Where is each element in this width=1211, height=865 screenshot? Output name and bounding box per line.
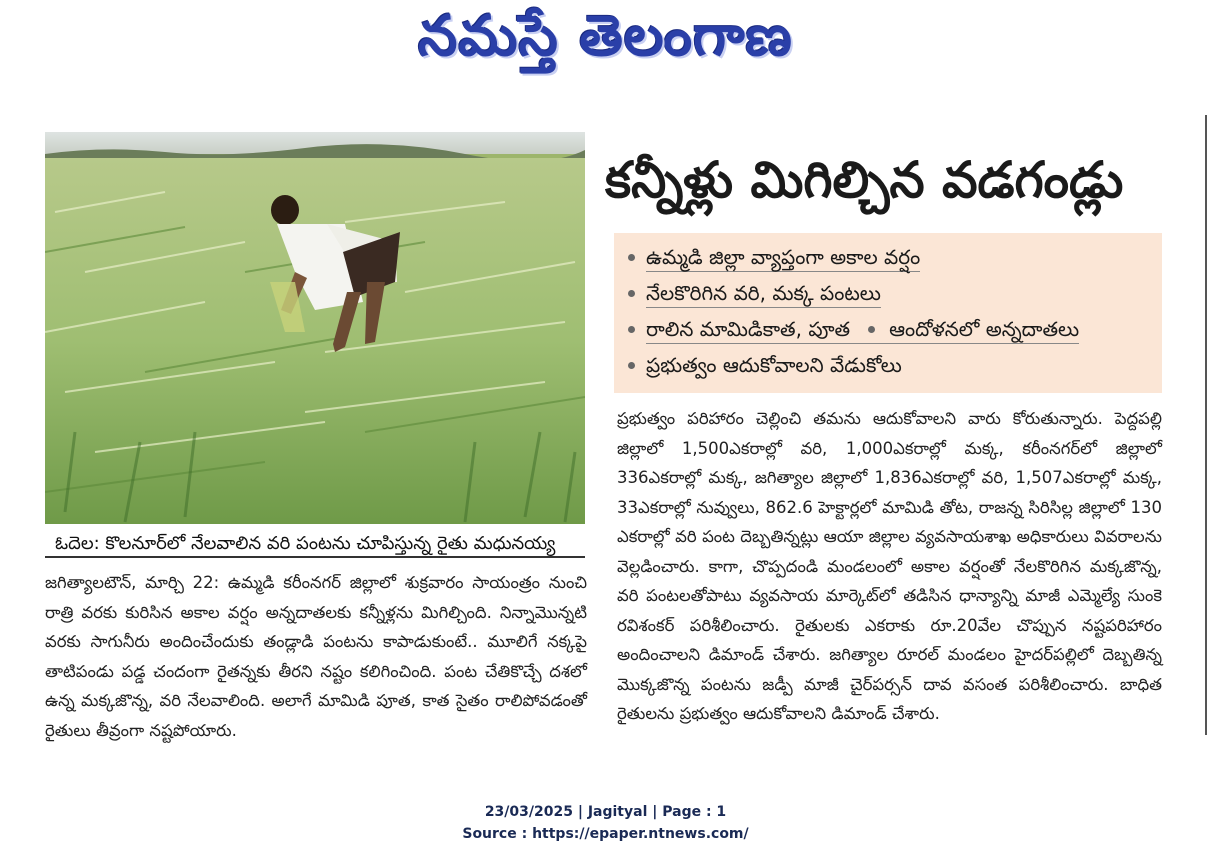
- highlights-box: [614, 233, 1162, 393]
- source-link[interactable]: Source : https://epaper.ntnews.com/: [462, 826, 749, 842]
- edition-info: 23/03/2025 | Jagityal | Page : 1: [484, 804, 727, 820]
- bullet-icon: [628, 326, 635, 333]
- page-border: [1205, 115, 1207, 735]
- highlight-item: నేలకొరిగిన వరి, మక్క పంటలు: [626, 275, 1150, 311]
- masthead-logo: నమస్తే తెలంగాణ: [418, 4, 793, 69]
- bullet-icon: [868, 326, 875, 333]
- highlight-item: ఉమ్మడి జిల్లా వ్యాప్తంగా అకాల వర్షం: [626, 239, 1150, 275]
- highlight-item: రాలిన మామిడికాత, పూత ఆందోళనలో అన్నదాతలు: [626, 311, 1150, 347]
- photo-caption: ఓదెల: కొలనూర్‌లో నేలవాలిన వరి పంటను చూపిస్తున్న రైతు మధునయ్య: [45, 530, 585, 558]
- article-body-right: ప్రభుత్వం పరిహారం చెల్లించి తమను ఆదుకోవాలని వారు కోరుతున్నారు. పెద్దపల్లి జిల్లాలో 1,500ఎకరాల్లో వరి, 1,000ఎకరాల్లో మక్క, కరీంనగర్‌లో జిల్లాలో 336ఎకరాల్లో మక్క, జగిత్యాల జిల్లాలో 1,836ఎకరాల్లో వరి, 1,507ఎకరాల్లో మక్క, 33ఎకరాల్లో నువ్వులు, 862.6 హెక్టార్లలో మామిడి తోట, రాజన్న సిరిసిల్ల జిల్లాలో 130 ఎకరాల్లో వరి పంట దెబ్బతిన్నట్లు ఆయా జిల్లాల వ్యవసాయశాఖ అధికారులు వివరాలను వెల్లడించారు. కాగా, చొప్పదండి మండలంలో అకాల వర్షంతో నేలకొరిగిన మక్కజొన్న, వరి పంటలతోపాటు వ్యవసాయ మార్కెట్‌లో తడిసిన ధాన్యాన్ని మాజీ ఎమ్మెల్యే సుంకె రవిశంకర్ పరిశీలించారు. రైతులకు ఎకరాకు రూ.20వేల చొప్పున నష్టపరిహారం అందించాలని డిమాండ్ చేశారు. జగిత్యాల రూరల్ మండలం హైదర్‌పల్లిలో దెబ్బతిన్న మొక్కజొన్న పంటను జడ్పీ మాజీ చైర్‌పర్సన్ దావ వసంత పరిశీలించారు. బాధిత రైతులను ప్రభుత్వం ఆదుకోవాలని డిమాండ్ చేశారు.: [617, 409, 1162, 723]
- bullet-icon: [628, 362, 635, 369]
- paddy-field-photo: [45, 132, 585, 524]
- highlight-item: ప్రభుత్వం ఆదుకోవాలని వేడుకోలు: [626, 347, 1150, 383]
- article-headline: కన్నీళ్లు మిగిల్చిన వడగండ్లు: [605, 151, 1124, 209]
- bullet-icon: [628, 290, 635, 297]
- article-body-left: జగిత్యాలటౌన్, మార్చి 22: ఉమ్మడి కరీంనగర్ జిల్లాలో శుక్రవారం సాయంత్రం నుంచి రాత్రి వరకు కురిసిన అకాల వర్షం అన్నదాతలకు కన్నీళ్లను మిగిల్చింది. నిన్నామొన్నటి వరకు సాగునీరు అందించేందుకు తండ్లాడి పంటను కాపాడుకుంటే.. మూలిగే నక్కపై తాటిపండు పడ్డ చందంగా రైతన్నకు తీరని నష్టం కలిగించింది. పంట చేతికొచ్చే దశలో ఉన్న మక్కజొన్న, వరి నేలవాలింది. అలాగే మామిడి పూత, కాత సైతం రాలిపోవడంతో రైతులు తీవ్రంగా నష్టపోయారు.: [45, 573, 587, 740]
- article-photo: [45, 132, 585, 524]
- bullet-icon: [628, 254, 635, 261]
